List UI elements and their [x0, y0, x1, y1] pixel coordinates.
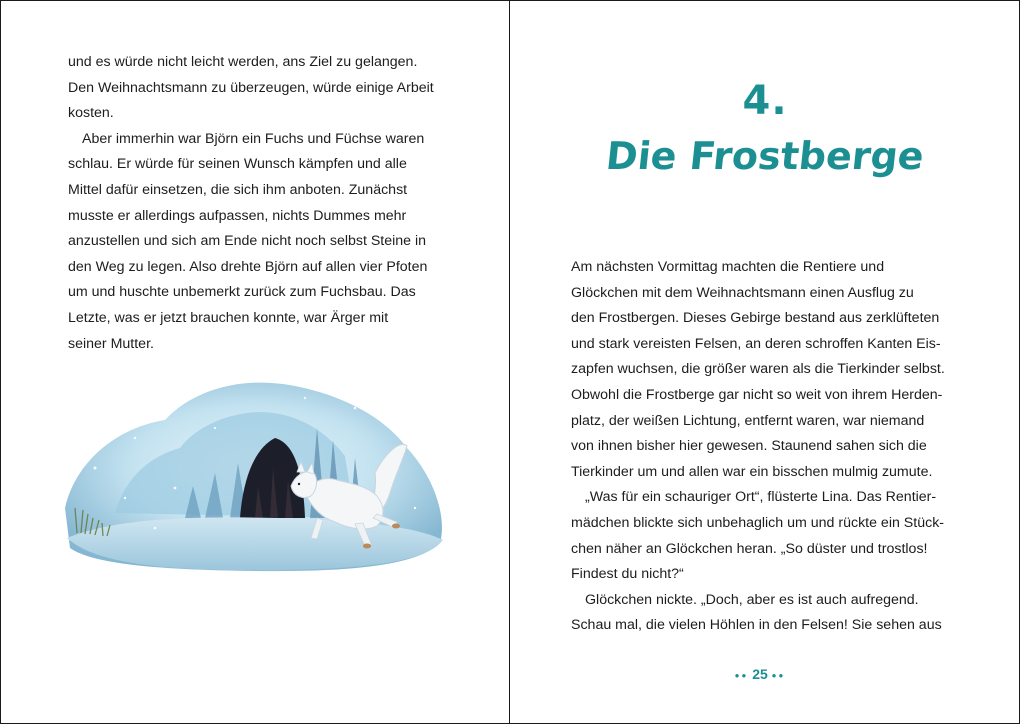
text-line: kosten.	[68, 105, 114, 122]
text-line: musste er allerdings aufpassen, nichts Dummes mehr	[68, 207, 407, 224]
page-number-value: 25	[752, 666, 768, 682]
text-line: anzustellen und sich am Ende nicht noch selbst Steine in	[68, 233, 427, 250]
text-line: Glöckchen nickte. „Doch, aber es ist auch aufregend.	[585, 591, 919, 608]
text-line: seiner Mutter.	[68, 335, 154, 352]
right-page-text	[571, 255, 955, 639]
chapter-title: Die Frostberge	[603, 134, 927, 178]
text-line: Aber immerhin war Björn ein Fuchs und Füchse waren	[82, 130, 425, 147]
text-line: zapfen wuchsen, die größer waren als die Tierkinder selbst.	[571, 361, 945, 378]
text-line: schlau. Er würde für seinen Wunsch kämpfen und alle	[68, 156, 407, 173]
text-line: Tierkinder um und allen war ein bisschen mulmig zumute.	[571, 463, 933, 480]
text-line: Glöckchen mit dem Weihnachtsmann einen Ausflug zu	[571, 284, 914, 301]
text-line: Letzte, was er jetzt brauchen konnte, war Ärger mit	[68, 309, 389, 326]
text-line: Mittel dafür einsetzen, die sich ihm anboten. Zunächst	[68, 181, 408, 198]
text-line: platz, der weißen Lichtung, entfernt waren, war niemand	[571, 412, 925, 429]
fox-ice-cave-illustration	[55, 368, 450, 573]
left-page-text	[68, 50, 448, 357]
text-line: von ihnen bisher hier gewesen. Staunend sahen sich die	[571, 438, 927, 455]
page-number	[710, 666, 810, 682]
text-line: den Weg zu legen. Also drehte Björn auf allen vier Pfoten	[68, 258, 428, 275]
text-line: Obwohl die Frostberge gar nicht so weit von ihrem Herden-	[571, 386, 943, 403]
text-line: mädchen blickte sich unbehaglich um und rückte ein Stück-	[571, 514, 945, 531]
text-line: chen näher an Glöckchen heran. „So düster und trostlos!	[571, 540, 928, 557]
text-line: Schau mal, die vielen Höhlen in den Felsen! Sie sehen aus	[571, 617, 942, 634]
text-line: Findest du nicht?“	[571, 566, 684, 583]
text-line: „Was für ein schauriger Ort“, flüsterte Lina. Das Rentier-	[585, 489, 937, 506]
text-line: den Frostbergen. Dieses Gebirge bestand aus zerklüfteten	[571, 310, 940, 327]
text-line: und stark vereisten Felsen, an deren schroffen Kanten Eis-	[571, 335, 941, 352]
text-line: um und huschte unbemerkt zurück zum Fuchsbau. Das	[68, 284, 416, 301]
ornament-dots-right-icon: ●●	[771, 670, 786, 680]
chapter-number: 4.	[742, 78, 788, 124]
text-line: und es würde nicht leicht werden, ans Ziel zu gelangen.	[68, 54, 418, 70]
text-line: Am nächsten Vormittag machten die Rentiere und	[571, 259, 885, 275]
text-line: Den Weihnachtsmann zu überzeugen, würde einige Arbeit	[68, 79, 434, 96]
ornament-dots-left-icon: ●●	[734, 670, 749, 680]
